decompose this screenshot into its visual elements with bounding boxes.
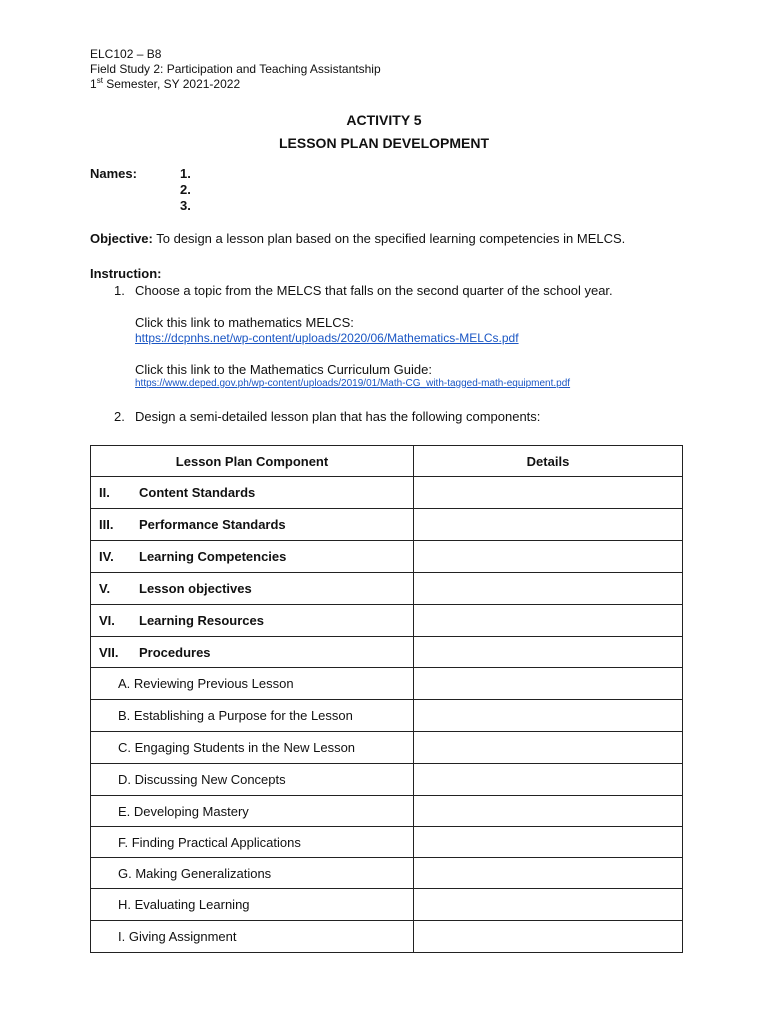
component-cell [91, 637, 414, 668]
activity-title: ACTIVITY 5 [346, 112, 422, 128]
table-row [91, 764, 683, 796]
row-number: V. [99, 581, 111, 596]
step2-text: Design a semi-detailed lesson plan that has the following components: [135, 409, 541, 424]
name-item-2: 2. [180, 182, 191, 197]
row-label: Content Standards [139, 485, 256, 500]
procedure-cell: I. Giving Assignment [91, 921, 414, 953]
table-row [91, 477, 683, 509]
row-number: II. [99, 485, 110, 500]
objective-label: Objective: [90, 231, 153, 246]
procedure-cell: B. Establishing a Purpose for the Lesson [91, 700, 414, 732]
procedure-cell: H. Evaluating Learning [91, 889, 414, 921]
objective-text: To design a lesson plan based on the specified learning competencies in MELCS. [156, 231, 626, 246]
table-row [91, 541, 683, 573]
row-label: Learning Resources [139, 613, 264, 628]
row-number: III. [99, 517, 114, 532]
component-cell [91, 573, 414, 605]
table-row [91, 858, 683, 889]
names-label: Names: [90, 166, 137, 181]
semester-number: 1 [90, 77, 97, 91]
table-row [91, 509, 683, 541]
table-row [91, 573, 683, 605]
row-number: VII. [99, 644, 119, 660]
details-cell[interactable] [414, 889, 683, 921]
step1-text: Choose a topic from the MELCS that falls on the second quarter of the school year. [135, 283, 613, 298]
activity-subtitle: LESSON PLAN DEVELOPMENT [278, 135, 490, 151]
step2-number: 2. [114, 409, 125, 424]
details-cell[interactable] [414, 764, 683, 796]
semester-rest: Semester, SY 2021-2022 [102, 77, 241, 91]
table-row [91, 668, 683, 700]
details-cell[interactable] [414, 668, 683, 700]
component-cell [91, 477, 414, 509]
table-row [91, 827, 683, 858]
curriculum-guide-link[interactable]: https://www.deped.gov.ph/wp-content/uploads/2019/01/Math-CG_with-tagged-math-equipment.pdf [135, 378, 571, 389]
table-row [91, 796, 683, 827]
course-code: ELC102 – B8 [90, 47, 162, 61]
name-item-1: 1. [180, 166, 191, 181]
details-cell[interactable] [414, 700, 683, 732]
component-cell [91, 541, 414, 573]
details-cell[interactable] [414, 541, 683, 573]
procedure-cell: E. Developing Mastery [91, 796, 414, 827]
row-label: Performance Standards [139, 517, 286, 532]
table-row [91, 921, 683, 953]
details-cell[interactable] [414, 637, 683, 668]
melcs-link[interactable]: https://dcpnhs.net/wp-content/uploads/2020/06/Mathematics-MELCs.pdf [135, 331, 519, 345]
melcs-link-intro: Click this link to mathematics MELCS: [135, 315, 354, 330]
header-component: Lesson Plan Component [91, 446, 414, 477]
semester-line [90, 77, 240, 92]
procedure-cell: C. Engaging Students in the New Lesson [91, 732, 414, 764]
details-cell[interactable] [414, 827, 683, 858]
row-number: VI. [99, 613, 115, 628]
table-row [91, 889, 683, 921]
table-row [91, 700, 683, 732]
step1-number: 1. [114, 283, 125, 298]
name-item-3: 3. [180, 198, 191, 213]
header-details: Details [414, 446, 683, 477]
details-cell[interactable] [414, 921, 683, 953]
row-label: Learning Competencies [139, 549, 287, 564]
lesson-plan-table [90, 445, 683, 953]
curriculum-guide-link-intro: Click this link to the Mathematics Curriculum Guide: [135, 362, 432, 377]
instruction-label: Instruction: [90, 266, 162, 281]
component-cell [91, 509, 414, 541]
row-label: Lesson objectives [139, 581, 252, 596]
details-cell[interactable] [414, 605, 683, 637]
row-number: IV. [99, 549, 114, 564]
details-cell[interactable] [414, 732, 683, 764]
semester-superscript: st [96, 76, 103, 85]
procedure-cell: D. Discussing New Concepts [91, 764, 414, 796]
table-row [91, 637, 683, 668]
details-cell[interactable] [414, 509, 683, 541]
course-subject: Field Study 2: Participation and Teaching Assistantship [90, 62, 381, 76]
table-header-row [91, 446, 683, 477]
procedure-cell: G. Making Generalizations [91, 858, 414, 889]
details-cell[interactable] [414, 477, 683, 509]
objective-line [90, 231, 625, 246]
details-cell[interactable] [414, 858, 683, 889]
row-label: Procedures [139, 644, 211, 660]
procedure-cell: A. Reviewing Previous Lesson [91, 668, 414, 700]
details-cell[interactable] [414, 573, 683, 605]
procedure-cell: F. Finding Practical Applications [91, 827, 414, 858]
table-row [91, 605, 683, 637]
details-cell[interactable] [414, 796, 683, 827]
component-cell [91, 605, 414, 637]
table-row [91, 732, 683, 764]
